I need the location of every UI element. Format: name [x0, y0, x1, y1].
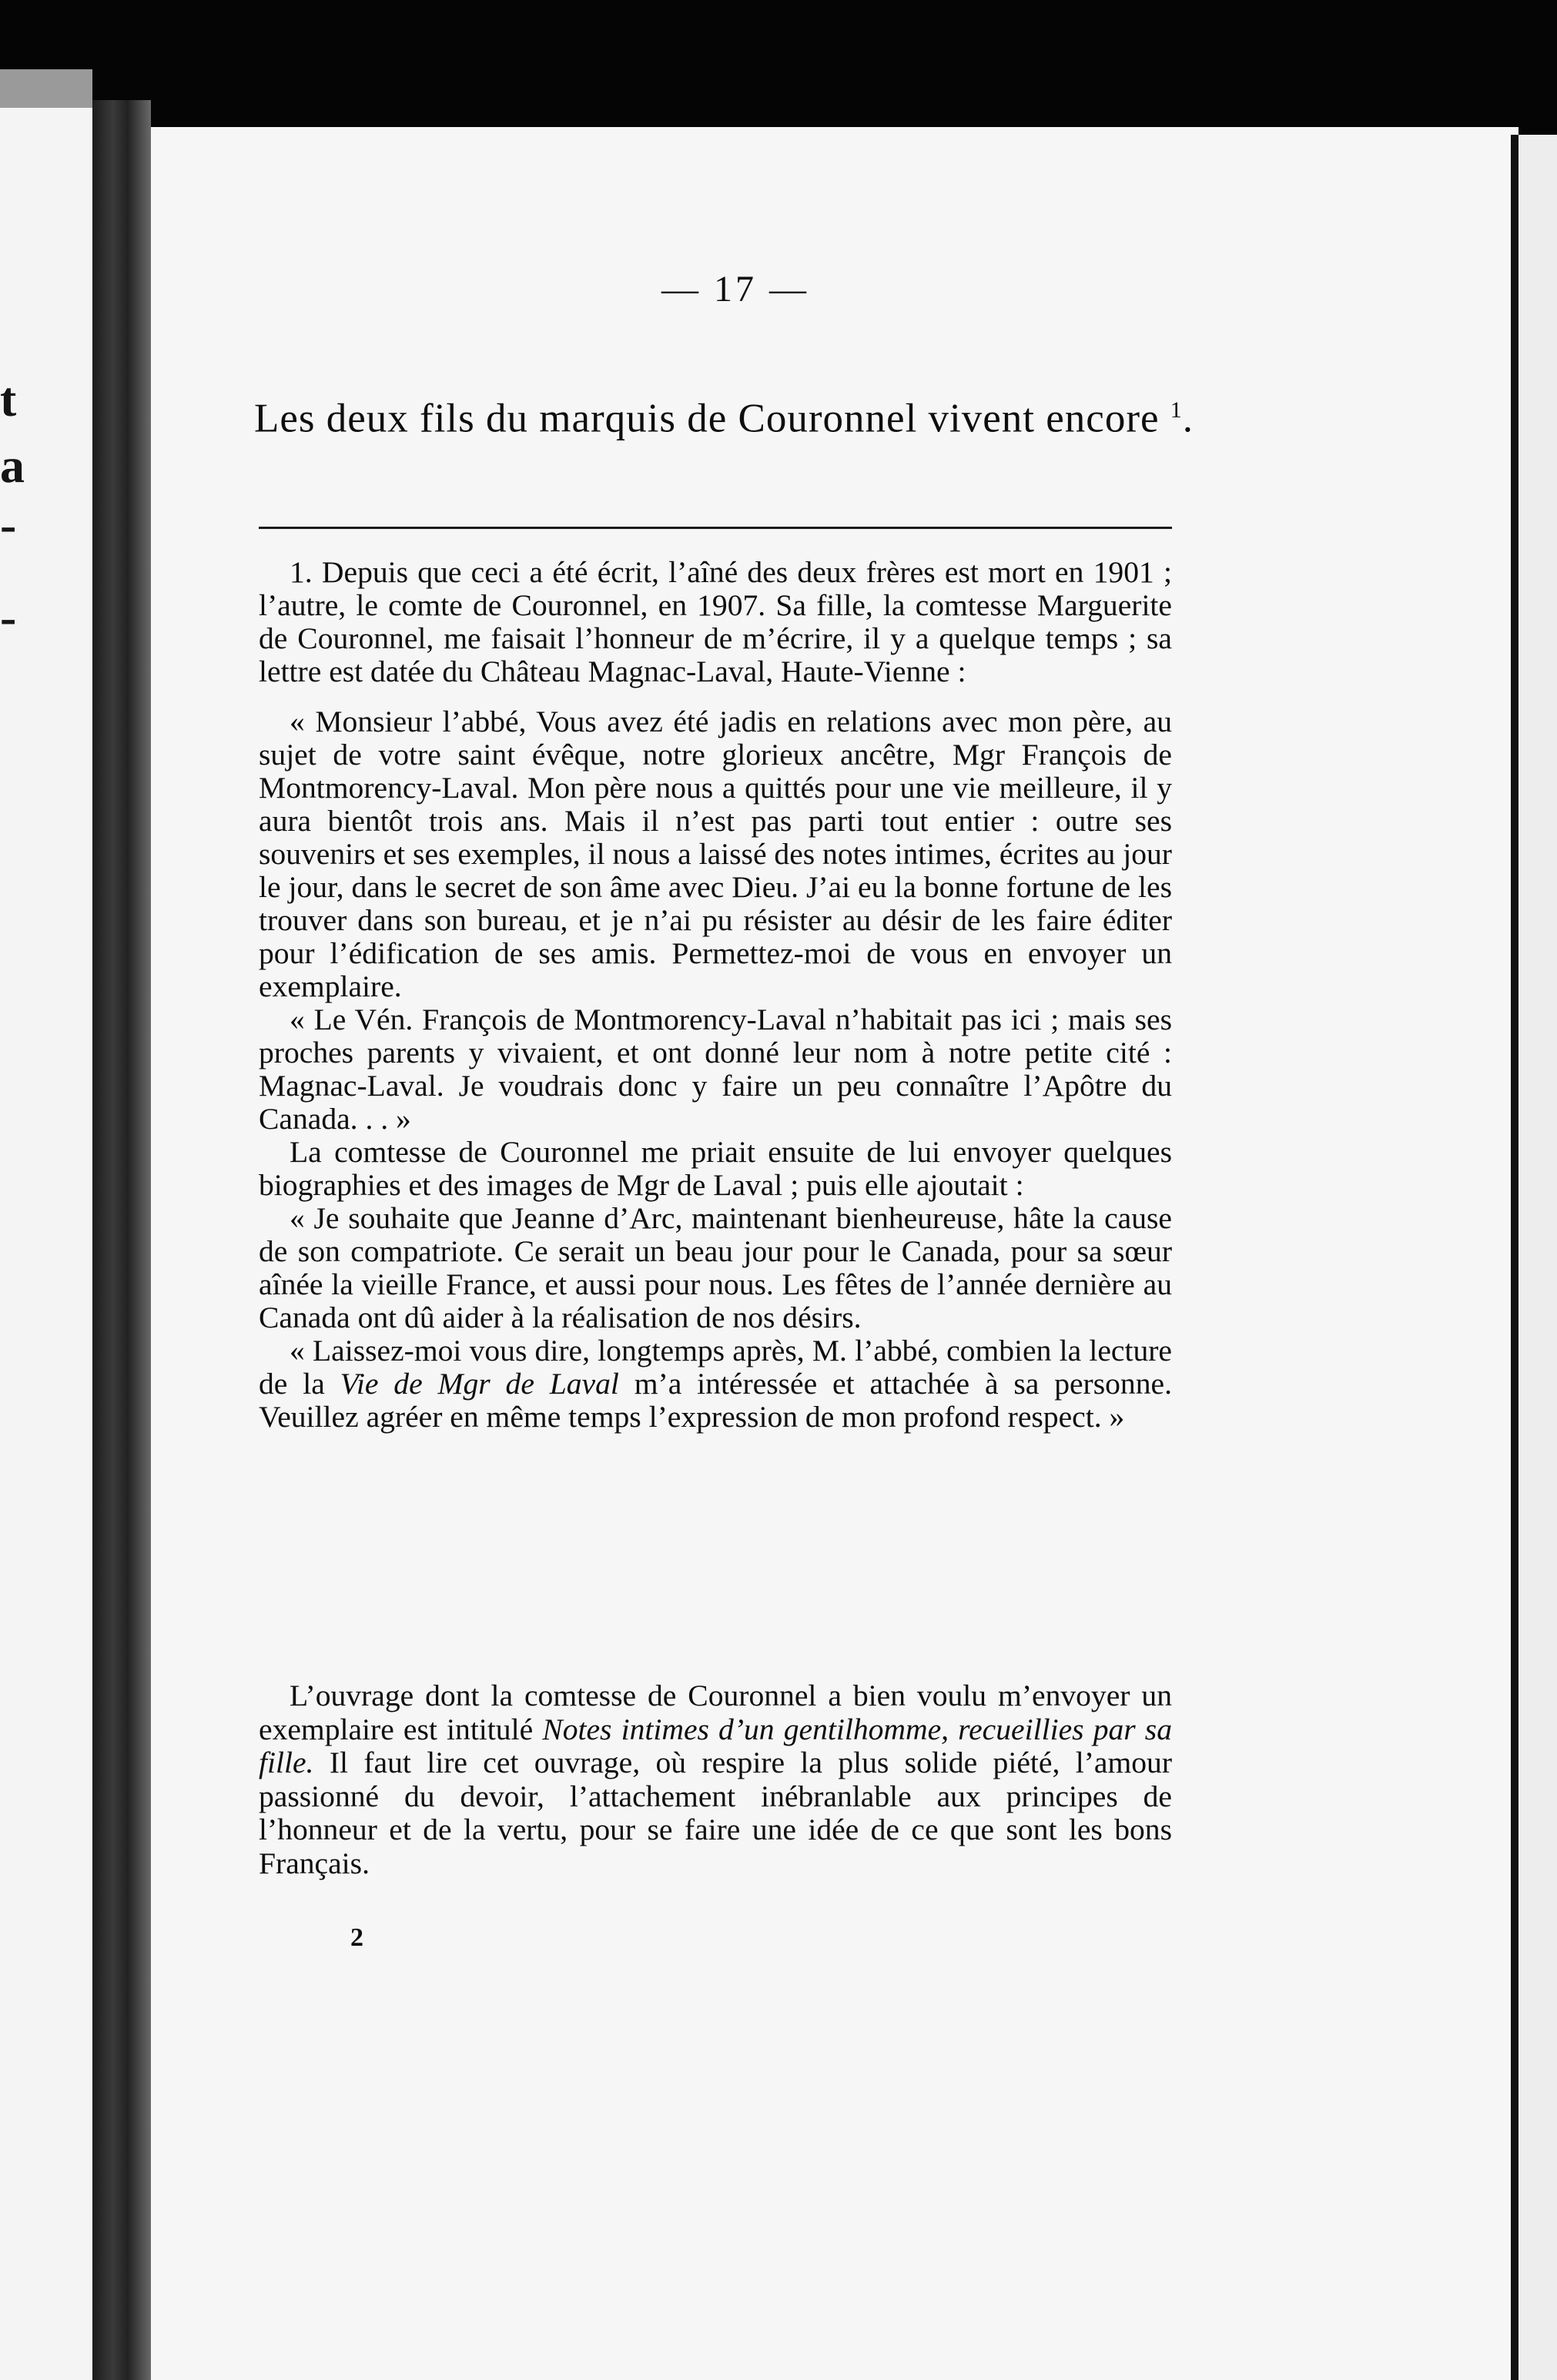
footnote-reference: 1 [1170, 397, 1183, 423]
narration-paragraph: La comtesse de Couronnel me priait ensuite de lui envoyer quelques biographies et des images de Mgr de Laval ; puis elle ajoutait : [259, 1135, 1172, 1202]
footnote-intro-text: Depuis que ceci a été écrit, l’aîné des deux frères est mort en 1901 ; l’autre, le comte de Couronnel, en 1907. Sa fille, la comtesse Marguerite de Couronnel, me faisait l’honneur de m’écrire, il y a quelque temps ; sa lettre est datée du Château Magnac-Laval, Haute-Vienne : [259, 555, 1172, 688]
letter-paragraph [259, 1334, 1172, 1434]
page-edge-shadow [1511, 135, 1518, 2380]
letter-paragraph: « Monsieur l’abbé, Vous avez été jadis en relations avec mon père, au sujet de votre saint évêque, notre glorieux ancêtre, Mgr François de Montmorency-Laval. Mon père nous a quittés pour une vie meilleure, il y aura bientôt trois ans. Mais il n’est pas parti tout entier : outre ses souvenirs et ses exemples, il nous a laissé des notes intimes, écrites au jour le jour, dans le secret de son âme avec Dieu. J’ai eu la bonne fortune de les trouver dans son bureau, et je n’ai pu résister au désir de les faire éditer pour l’édification de ses amis. Permettez-moi de vous en envoyer un exemplaire. [259, 705, 1172, 1003]
facing-page-char: - [0, 590, 17, 644]
footnote-rule [259, 527, 1172, 529]
left-page-edge [0, 69, 92, 108]
facing-page-char: - [0, 497, 17, 552]
body-paragraph [259, 1679, 1172, 1880]
next-page-edge [1518, 135, 1557, 2380]
letter-text: m’a intéressée et attachée à sa personne. Veuillez agréer en même temps l’expression de mon profond respect. » [259, 1367, 1172, 1434]
book-title: Notes intimes d’un gentilhomme, recueillies par sa fille. [259, 1712, 1172, 1779]
book-gutter [92, 100, 151, 2380]
footnote [259, 556, 1172, 1434]
footnote-number: 1. [290, 555, 313, 589]
main-text [259, 1679, 1172, 1880]
body-text: Il faut lire cet ouvrage, où respire la plus solide piété, l’amour passionné du devoir, l’attachement inébranlable aux principes de l’honneur et de la vertu, pour se faire une idée de ce que sont les bons Français. [259, 1746, 1172, 1880]
signature-mark: 2 [350, 1923, 363, 1952]
body-text: L’ouvrage dont la comtesse de Couronnel a bien voulu m’envoyer un exemplaire est intitulé [259, 1679, 1172, 1746]
letter-paragraph: « Le Vén. François de Montmorency-Laval n’habitait pas ici ; mais ses proches parents y vivaient, et ont donné leur nom à notre petite cité : Magnac-Laval. Je voudrais donc y faire un peu connaître l’Apôtre du Canada. . . » [259, 1003, 1172, 1136]
facing-page-char: a [0, 438, 25, 493]
book-title: Vie de Mgr de Laval [340, 1367, 619, 1401]
heading-text: Les deux fils du marquis de Couronnel vivent encore [254, 396, 1160, 441]
letter-text: « Laissez-moi vous dire, longtemps après, M. l’abbé, combien la lecture de la [259, 1334, 1172, 1401]
section-heading [254, 377, 1247, 452]
footnote-intro [259, 556, 1172, 688]
heading-end: . [1182, 396, 1194, 441]
page-number: — 17 — [661, 269, 809, 310]
facing-page-char: t [0, 372, 17, 427]
letter-paragraph: « Je souhaite que Jeanne d’Arc, maintenant bienheureuse, hâte la cause de son compatriote. Ce serait un beau jour pour le Canada, pour sa sœur aînée la vieille France, et aussi pour nous. Les fêtes de l’année dernière au Canada ont dû aider à la réalisation de nos désirs. [259, 1201, 1172, 1334]
